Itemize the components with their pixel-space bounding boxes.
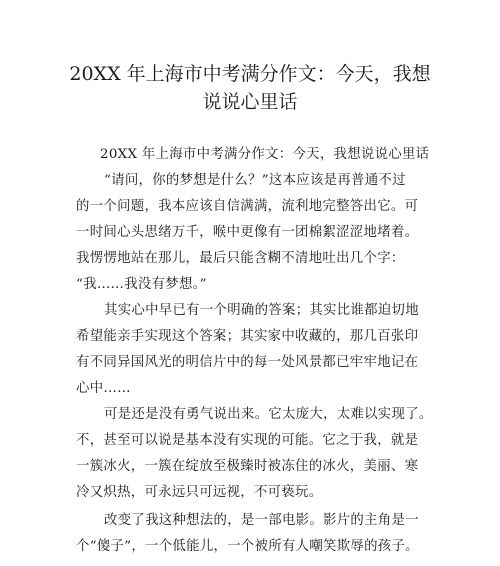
- body-line: 不，甚至可以说是基本没有实现的可能。它之于我，就是: [76, 433, 419, 448]
- body-line: 希望能亲手实现这个答案；其实家中收藏的，那几百张印: [76, 329, 419, 344]
- body-line: 个“傻子”，一个低能儿，一个被所有人嘲笑欺辱的孩子。: [76, 539, 419, 554]
- body-line: “请问，你的梦想是什么？”这本应该是再普通不过: [104, 173, 406, 188]
- body-line: 可是还是没有勇气说出来。它太庞大，太难以实现了。: [104, 407, 433, 422]
- body-line: 20XX 年上海市中考满分作文：今天，我想说说心里话: [100, 147, 430, 162]
- document-title-line-2: 说说心里话: [202, 91, 298, 113]
- body-line: “我……我没有梦想。”: [76, 277, 207, 292]
- body-line: 的一个问题，我本应该自信满满，流利地完整答出它。可: [76, 199, 419, 214]
- body-line: 一簇冰火，一簇在绽放至极臻时被冻住的冰火，美丽、寒: [76, 459, 419, 474]
- body-line: 我愣愣地站在那儿，最后只能含糊不清地吐出几个字：: [76, 251, 405, 266]
- body-line: 改变了我这种想法的，是一部电影。影片的主角是一: [104, 513, 419, 528]
- body-line: 有不同异国风光的明信片中的每一处风景都已牢牢地记在: [76, 355, 419, 370]
- body-line: 其实心中早已有一个明确的答案；其实比谁都迫切地: [104, 303, 419, 318]
- document-title-line-1: 20XX 年上海市中考满分作文：今天，我想: [69, 63, 431, 85]
- body-line: 一时间心头思绪万千，喉中更像有一团棉絮涩涩地堵着。: [76, 225, 419, 240]
- body-line: 心中……: [76, 381, 131, 396]
- body-line: 冷又炽热，可永远只可远视，不可亵玩。: [76, 485, 323, 500]
